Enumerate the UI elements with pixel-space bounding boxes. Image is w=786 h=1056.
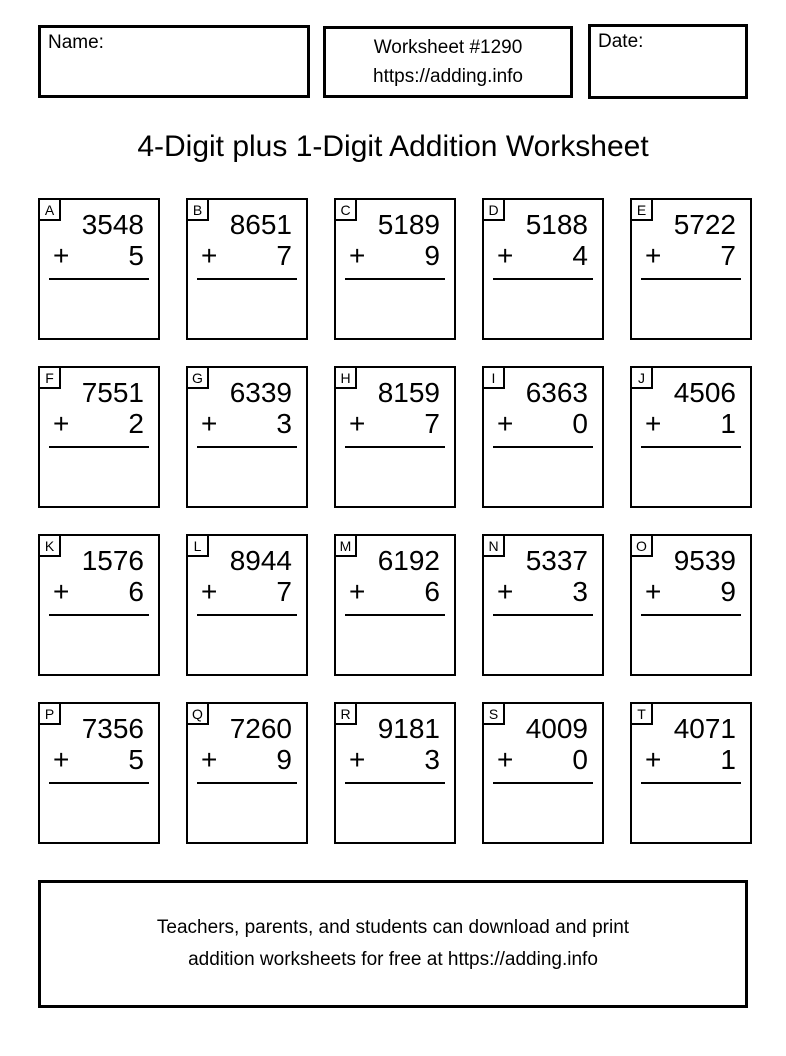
answer-space (632, 448, 750, 504)
footer-note (38, 880, 748, 1008)
problem-label: O (632, 536, 653, 557)
problem-label: T (632, 704, 653, 725)
bottom-addend: 2 (128, 408, 144, 439)
answer-space (336, 280, 454, 336)
problem-cell (38, 702, 160, 844)
name-field-box (38, 25, 310, 98)
answer-space (632, 280, 750, 336)
plus-sign: + (645, 408, 662, 439)
plus-sign: + (349, 408, 366, 439)
top-addend: 3548 (81, 209, 144, 240)
top-addend: 7356 (81, 713, 144, 744)
top-addend: 8651 (229, 209, 292, 240)
bottom-addend: 5 (128, 744, 144, 775)
answer-space (188, 616, 306, 672)
answer-space (632, 784, 750, 840)
problem-label: P (40, 704, 61, 725)
worksheet-info-box (323, 26, 573, 98)
bottom-addend: 9 (424, 240, 440, 271)
problem-cell (482, 366, 604, 508)
top-addend: 9539 (673, 545, 736, 576)
bottom-addend: 7 (424, 408, 440, 439)
footer-line-1: Teachers, parents, and students can download and print (156, 917, 630, 938)
problem-cell (38, 366, 160, 508)
problem-label: M (336, 536, 357, 557)
bottom-addend: 5 (128, 240, 144, 271)
plus-sign: + (645, 240, 662, 271)
problem-label: L (188, 536, 209, 557)
bottom-addend: 1 (720, 744, 736, 775)
bottom-addend: 3 (424, 744, 440, 775)
answer-space (632, 616, 750, 672)
bottom-addend: 4 (572, 240, 588, 271)
problem-cell (38, 534, 160, 676)
plus-sign: + (645, 576, 662, 607)
problem-cell (186, 534, 308, 676)
top-addend: 8944 (229, 545, 292, 576)
problem-cell (630, 534, 752, 676)
answer-space (484, 616, 602, 672)
problem-label: F (40, 368, 61, 389)
answer-space (484, 448, 602, 504)
top-addend: 5337 (525, 545, 588, 576)
problem-cell (186, 366, 308, 508)
bottom-addend: 7 (276, 576, 292, 607)
problem-label: I (484, 368, 505, 389)
answer-space (336, 448, 454, 504)
problem-cell (38, 198, 160, 340)
name-label: Name: (48, 32, 104, 53)
answer-space (336, 616, 454, 672)
top-addend: 9181 (377, 713, 440, 744)
problem-label: G (188, 368, 209, 389)
answer-space (188, 448, 306, 504)
problem-label: R (336, 704, 357, 725)
bottom-addend: 0 (572, 408, 588, 439)
top-addend: 6363 (525, 377, 588, 408)
plus-sign: + (201, 240, 218, 271)
plus-sign: + (497, 408, 514, 439)
answer-space (188, 784, 306, 840)
problem-label: B (188, 200, 209, 221)
problem-cell (334, 366, 456, 508)
problem-label: H (336, 368, 357, 389)
plus-sign: + (201, 408, 218, 439)
answer-space (40, 616, 158, 672)
footer-line-2: addition worksheets for free at https://adding.info (188, 949, 598, 970)
problem-label: Q (188, 704, 209, 725)
date-field-box (588, 24, 748, 99)
plus-sign: + (645, 744, 662, 775)
problem-cell (334, 198, 456, 340)
answer-space (484, 784, 602, 840)
plus-sign: + (53, 408, 70, 439)
bottom-addend: 7 (720, 240, 736, 271)
top-addend: 5189 (377, 209, 440, 240)
top-addend: 7551 (81, 377, 144, 408)
problem-cell (482, 198, 604, 340)
problem-label: S (484, 704, 505, 725)
bottom-addend: 0 (572, 744, 588, 775)
bottom-addend: 6 (424, 576, 440, 607)
plus-sign: + (349, 240, 366, 271)
answer-space (336, 784, 454, 840)
answer-space (40, 280, 158, 336)
problem-cell (334, 534, 456, 676)
plus-sign: + (201, 576, 218, 607)
top-addend: 5722 (673, 209, 736, 240)
top-addend: 4506 (673, 377, 736, 408)
plus-sign: + (201, 744, 218, 775)
problem-cell (334, 702, 456, 844)
problem-cell (482, 702, 604, 844)
top-addend: 8159 (377, 377, 440, 408)
problem-cell (630, 702, 752, 844)
answer-space (188, 280, 306, 336)
bottom-addend: 9 (720, 576, 736, 607)
plus-sign: + (53, 240, 70, 271)
plus-sign: + (497, 576, 514, 607)
bottom-addend: 3 (572, 576, 588, 607)
bottom-addend: 9 (276, 744, 292, 775)
plus-sign: + (349, 744, 366, 775)
top-addend: 4071 (673, 713, 736, 744)
problem-label: K (40, 536, 61, 557)
plus-sign: + (53, 744, 70, 775)
top-addend: 5188 (525, 209, 588, 240)
answer-space (484, 280, 602, 336)
answer-space (40, 448, 158, 504)
problem-label: D (484, 200, 505, 221)
problem-cell (186, 702, 308, 844)
bottom-addend: 7 (276, 240, 292, 271)
problem-label: C (336, 200, 357, 221)
plus-sign: + (497, 744, 514, 775)
page-title: 4-Digit plus 1-Digit Addition Worksheet (137, 130, 649, 163)
problem-label: N (484, 536, 505, 557)
worksheet-number: Worksheet #1290 (373, 37, 523, 58)
problem-cell (630, 366, 752, 508)
date-label: Date: (598, 31, 644, 52)
problem-label: J (632, 368, 653, 389)
problem-label: E (632, 200, 653, 221)
plus-sign: + (349, 576, 366, 607)
worksheet-url: https://adding.info (373, 66, 523, 87)
bottom-addend: 6 (128, 576, 144, 607)
bottom-addend: 1 (720, 408, 736, 439)
top-addend: 7260 (229, 713, 292, 744)
problem-cell (186, 198, 308, 340)
plus-sign: + (497, 240, 514, 271)
problems-grid (38, 198, 752, 844)
answer-space (40, 784, 158, 840)
top-addend: 4009 (525, 713, 588, 744)
top-addend: 6339 (229, 377, 292, 408)
top-addend: 1576 (81, 545, 144, 576)
bottom-addend: 3 (276, 408, 292, 439)
plus-sign: + (53, 576, 70, 607)
problem-cell (630, 198, 752, 340)
top-addend: 6192 (377, 545, 440, 576)
problem-label: A (40, 200, 61, 221)
problem-cell (482, 534, 604, 676)
